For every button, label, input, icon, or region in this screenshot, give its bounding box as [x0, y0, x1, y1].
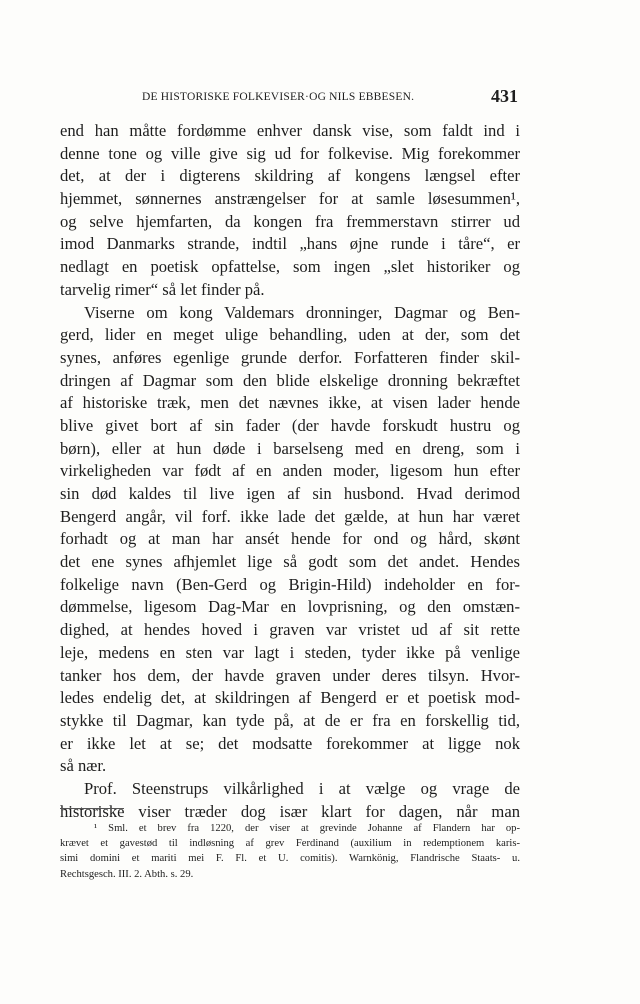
text-line: folkelige navn (Ben-Gerd og Brigin-Hild) indeholder en for-: [60, 574, 520, 594]
text-line: gerd, lider en meget ulige behandling, uden at der, som det: [60, 325, 520, 345]
page-header: [60, 86, 520, 110]
text-line: så nær.: [60, 756, 107, 776]
footnote-line: ¹ Sml. et brev fra 1220, der viser at grevinde Johanne af Flandern har op-: [94, 823, 520, 834]
footnote-rule: [60, 808, 124, 809]
text-line: tarvelig rimer“ så let finder på.: [60, 279, 265, 299]
text-line: Prof. Steenstrups vilkårlighed i at vælge og vrage de: [84, 778, 520, 798]
running-title: DE HISTORISKE FOLKEVISER·OG NILS EBBESEN.: [142, 91, 415, 103]
text-line: nedlagt en poetisk opfattelse, som ingen „slet historiker og: [60, 257, 520, 277]
text-line: denne tone og ville give sig ud for folkevise. Mig forekommer: [60, 143, 520, 163]
text-line: virkeligheden var født af en anden moder, ligesom hun efter: [60, 461, 520, 481]
footnote-line: Rechtsgesch. III. 2. Abth. s. 29.: [60, 868, 194, 880]
text-line: dømmelse, ligesom Dag-Mar en lovprisning, og den omstæn-: [60, 597, 520, 617]
text-line: historiske viser træder dog især klart for dagen, når man: [60, 801, 520, 821]
text-line: stykke til Dagmar, kan tyde på, at de er fra en forskellig tid,: [60, 710, 520, 730]
text-line: sin død kaldes til live igen af sin husbond. Hvad derimod: [60, 484, 520, 503]
text-line: tanker hos dem, der havde graven under deres tilsyn. Hvor-: [60, 665, 520, 685]
text-line: det, at der i digterens skildring af kongens længsel efter: [60, 166, 520, 186]
text-line: er ikke let at se; det modsatte forekommer at ligge nok: [60, 733, 520, 753]
footnote-line: simi domini et mariti mei F. Fl. et U. comitis). Warnkönig, Flandrische Staats- u.: [60, 853, 520, 865]
text-line: dighed, at hendes hoved i graven var vristet ud af sit rette: [60, 620, 520, 640]
text-line: Viserne om kong Valdemars dronninger, Dagmar og Ben-: [84, 302, 520, 322]
text-line: blive givet bort af sin fader (der havde forskudt hustru og: [60, 415, 520, 435]
text-line: imod Danmarks strande, indtil „hans øjne runde i tåre“, er: [60, 234, 520, 254]
text-line: dringen af Dagmar som den blide elskelige dronning bekræftet: [60, 370, 520, 390]
text-line: børn), eller at hun døde i barselseng med en dreng, som i: [60, 438, 520, 458]
text-line: hjemmet, sønnernes anstrængelser for at samle løsesummen¹,: [60, 189, 520, 209]
footnote: [60, 821, 520, 882]
text-line: det ene synes afhjemlet lige så godt som det andet. Hendes: [60, 552, 520, 572]
text-line: Bengerd angår, vil forf. ikke lade det gælde, at hun har været: [60, 506, 520, 526]
text-line: ledes endelig det, at skildringen af Bengerd er et poetisk mod-: [60, 688, 520, 708]
body-text: [60, 120, 520, 823]
text-line: og selve hjemfarten, da kongen fra fremmerstavn stirrer ud: [60, 211, 520, 231]
text-line: end han måtte fordømme enhver dansk vise, som faldt ind i: [60, 121, 520, 140]
footnote-line: krævet et gavestød til indløsning af grev Ferdinand (auxilium in redemptionem karis-: [60, 838, 520, 850]
text-line: forhadt og at man har ansét hende for ond og hård, skønt: [60, 529, 520, 549]
text-line: leje, medens en sten var lagt i steden, tyder ikke på venlige: [60, 642, 520, 662]
text-line: synes, anføres egenlige grunde derfor. Forfatteren finder skil-: [60, 347, 520, 367]
text-line: af historiske træk, men det nævnes ikke, at visen lader hende: [60, 393, 520, 413]
page-number: 431: [491, 86, 518, 106]
